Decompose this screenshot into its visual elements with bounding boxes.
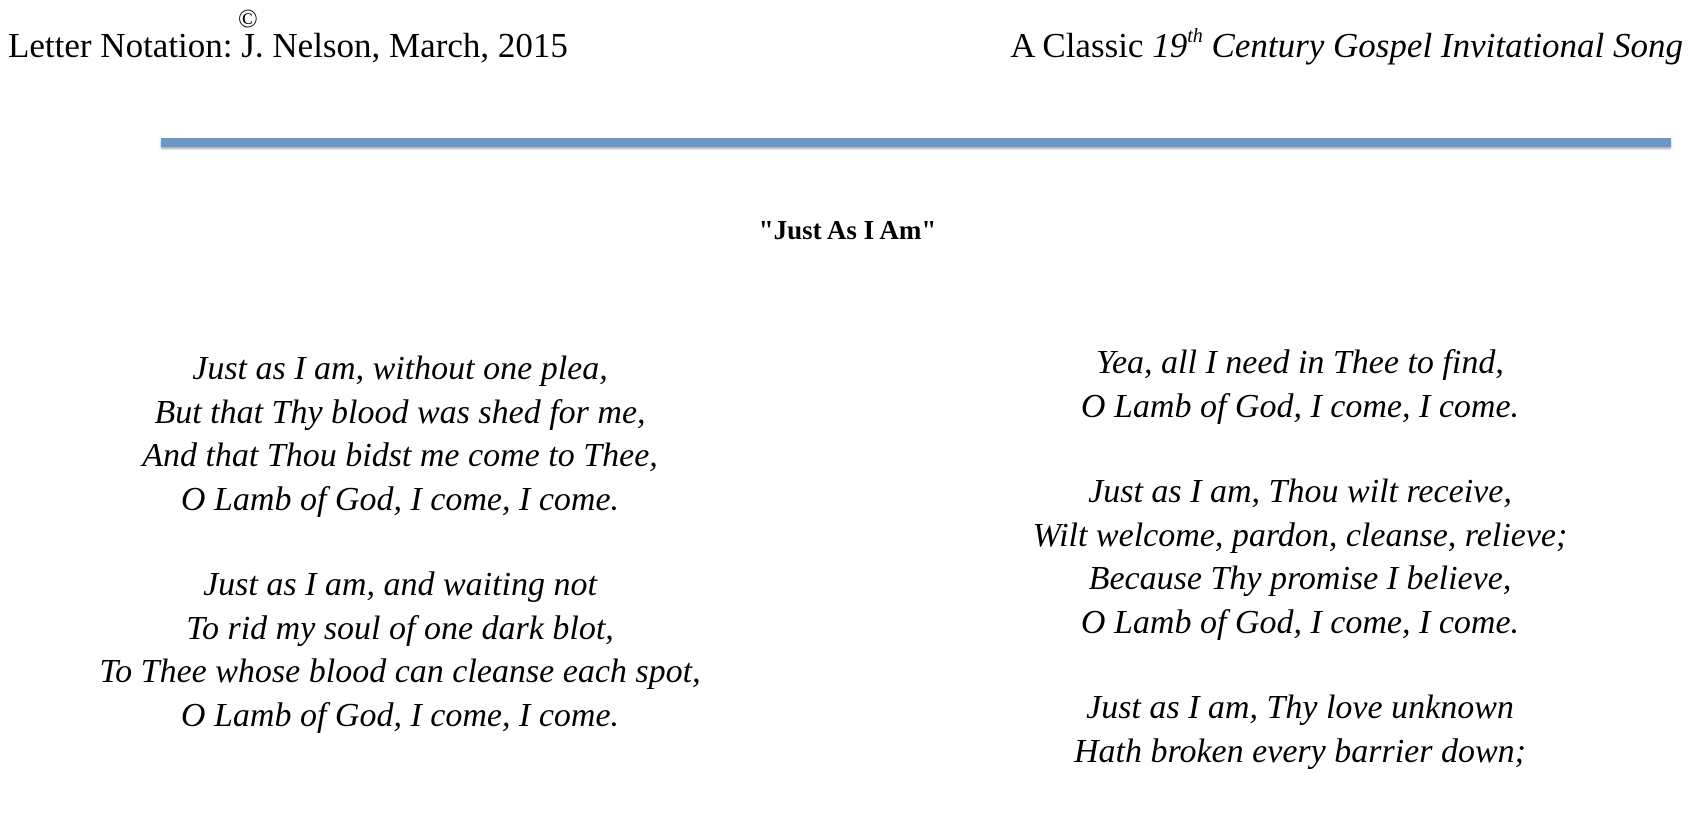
lyric-line: To Thee whose blood can cleanse each spot, (99, 653, 701, 690)
header-description (1010, 26, 1683, 66)
stanza (20, 563, 780, 737)
description-prefix: A Classic (1010, 26, 1153, 65)
attribution-text: : J. Nelson, March, 2015 (222, 26, 568, 65)
stanza (20, 347, 780, 521)
lyric-line: But that Thy blood was shed for me, (154, 393, 646, 431)
lyric-line: And that Thou bidst me come to Thee, (142, 437, 658, 474)
left-lyrics-column (20, 347, 780, 779)
lyric-line: O Lamb of God, I come, I come. (180, 696, 620, 734)
letter-notation-label: Letter Notation (8, 26, 223, 65)
stanza (920, 341, 1680, 428)
description-suffix: Century Gospel Invitational Song (1202, 26, 1683, 65)
lyric-line: O Lamb of God, I come, I come. (1080, 387, 1520, 425)
lyric-line: O Lamb of God, I come, I come. (1080, 603, 1520, 641)
lyric-line: Hath broken every barrier down; (1074, 732, 1526, 770)
stanza (920, 470, 1680, 644)
lyric-line: Just as I am, Thy love unknown (1086, 689, 1514, 726)
century-ordinal: th (1187, 25, 1203, 47)
song-title (0, 214, 1695, 246)
right-lyrics-column (920, 341, 1680, 815)
lyric-line: Yea, all I need in Thee to find, (1096, 344, 1504, 381)
century-number: 19 (1152, 26, 1188, 65)
lyric-line: Just as I am, and waiting not (203, 566, 597, 603)
song-title-text: "Just As I Am" (758, 215, 937, 245)
lyric-line: Because Thy promise I believe, (1088, 560, 1512, 597)
lyric-line: Just as I am, Thou wilt receive, (1088, 473, 1512, 510)
lyric-line: Just as I am, without one plea, (192, 350, 608, 387)
header-divider (161, 138, 1671, 147)
stanza (920, 686, 1680, 773)
lyric-line: Wilt welcome, pardon, cleanse, relieve; (1032, 516, 1568, 554)
lyric-line: O Lamb of God, I come, I come. (180, 480, 620, 518)
lyric-line: To rid my soul of one dark blot, (186, 609, 614, 647)
copyright-symbol: © (238, 4, 258, 33)
header-attribution (8, 26, 568, 66)
